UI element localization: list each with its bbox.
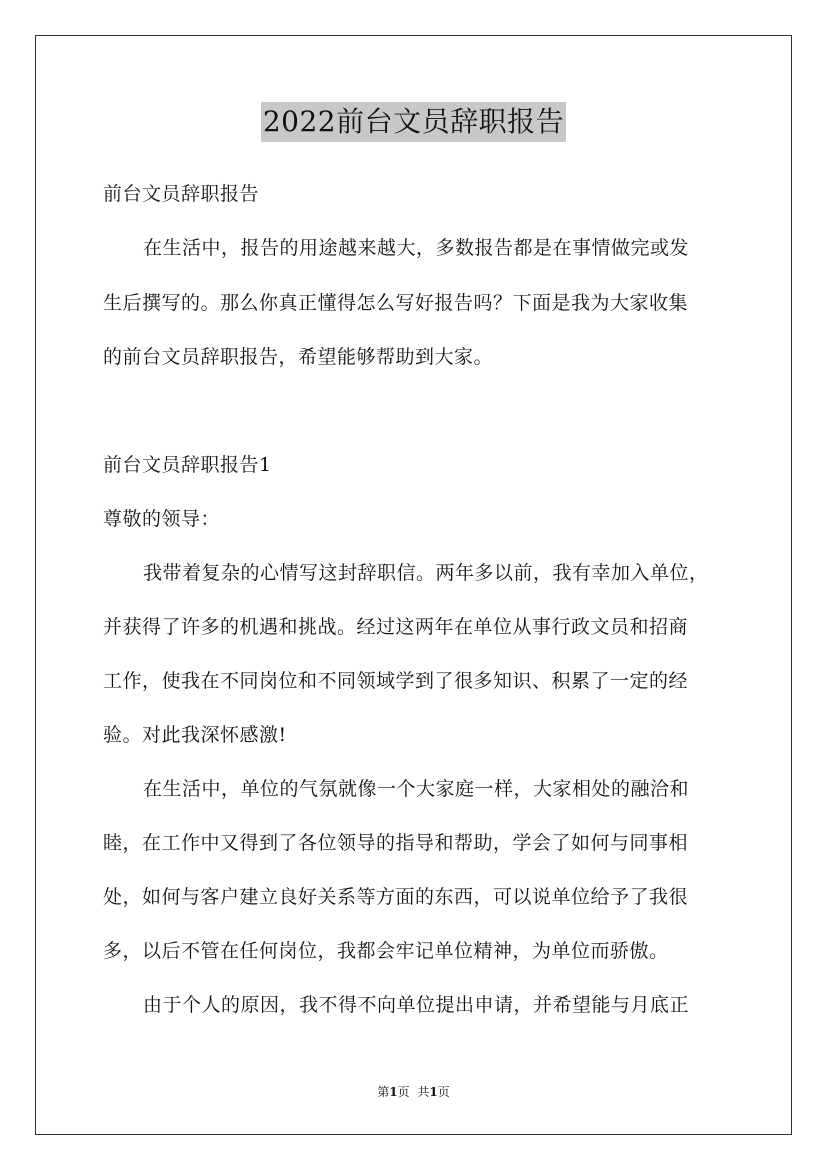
- body-line: 多，以后不管在任何岗位，我都会牢记单位精神，为单位而骄傲。: [103, 940, 669, 962]
- intro-line: 生后撰写的。那么你真正懂得怎么写好报告吗？下面是我为大家收集: [103, 292, 689, 314]
- footer-total-suffix: 页: [437, 1085, 450, 1099]
- document-title: 2022前台文员辞职报告: [261, 102, 566, 142]
- section-title: 前台文员辞职报告1: [103, 454, 272, 476]
- footer-page-number: 1: [389, 1085, 398, 1099]
- body-line: 验。对此我深怀感激!: [103, 724, 287, 746]
- intro-line: 在生活中，报告的用途越来越大，多数报告都是在事情做完或发: [143, 237, 690, 259]
- footer-page-mid: 页: [397, 1085, 410, 1099]
- body-line: 并获得了许多的机遇和挑战。经过这两年在单位从事行政文员和招商: [103, 616, 689, 638]
- intro-line: 的前台文员辞职报告，希望能够帮助到大家。: [103, 346, 494, 368]
- salutation: 尊敬的领导：: [103, 508, 221, 530]
- body-line: 由于个人的原因，我不得不向单位提出申请，并希望能与月底正: [143, 994, 690, 1016]
- body-line: 睦，在工作中又得到了各位领导的指导和帮助，学会了如何与同事相: [103, 832, 689, 854]
- title-wrap: [0, 102, 827, 142]
- document-heading: 前台文员辞职报告: [103, 183, 260, 205]
- footer-total-number: 1: [429, 1085, 438, 1099]
- footer-page-prefix: 第: [377, 1085, 390, 1099]
- body-line: 工作，使我在不同岗位和不同领域学到了很多知识、积累了一定的经: [103, 670, 689, 692]
- body-line: 我带着复杂的心情写这封辞职信。两年多以前，我有幸加入单位，: [143, 562, 709, 584]
- body-line: 处，如何与客户建立良好关系等方面的东西，可以说单位给予了我很: [103, 886, 689, 908]
- body-line: 在生活中，单位的气氛就像一个大家庭一样，大家相处的融洽和: [143, 778, 690, 800]
- footer-total-prefix: 共: [417, 1085, 430, 1099]
- page-footer: [0, 1084, 827, 1100]
